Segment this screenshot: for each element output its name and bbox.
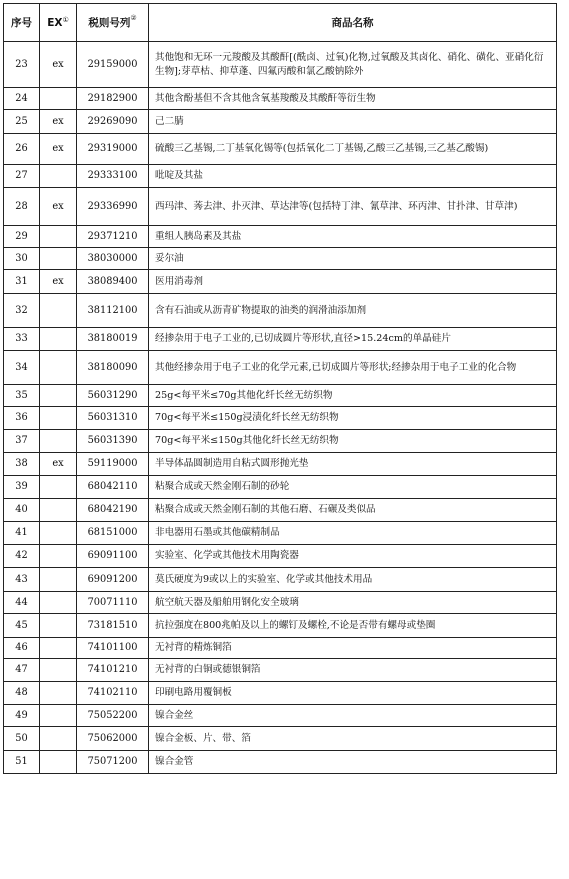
row-ex-cell [40, 638, 77, 659]
row-ex-cell [40, 751, 77, 774]
table-row [4, 134, 557, 165]
row-product-name-cell [149, 134, 557, 165]
row-ex-cell [40, 682, 77, 705]
row-number-cell-text: 33 [15, 333, 28, 344]
row-tariff-code-cell [77, 727, 149, 751]
row-number-cell-text: 45 [15, 619, 28, 631]
table-row [4, 682, 557, 705]
row-number-cell [4, 614, 40, 638]
row-product-name-cell-text: 硫酸三乙基锡,二丁基氧化锡等(包括氧化二丁基锡,乙酸三乙基锡,三乙基乙酸锡) [155, 143, 489, 154]
row-ex-cell [40, 165, 77, 188]
row-number-cell [4, 499, 40, 522]
table-row [4, 638, 557, 659]
row-tariff-code-cell [77, 328, 149, 351]
row-tariff-code-cell-text: 56031290 [87, 389, 138, 401]
row-ex-cell [40, 188, 77, 226]
row-tariff-code-cell [77, 351, 149, 385]
row-ex-cell-text: ex [52, 200, 64, 212]
row-ex-cell-text: ex [52, 115, 64, 127]
row-number-cell-text: 29 [15, 230, 28, 242]
row-tariff-code-cell-text: 56031310 [87, 412, 138, 423]
row-tariff-code-cell-text: 38030000 [87, 252, 138, 264]
row-tariff-code-cell [77, 385, 149, 407]
table-row [4, 705, 557, 727]
row-product-name-cell [149, 385, 557, 407]
row-product-name-cell-text: 抗拉强度在800兆帕及以上的螺钉及螺栓,不论是否带有螺母或垫圈 [155, 619, 436, 631]
table-row [4, 499, 557, 522]
table-row [4, 476, 557, 499]
row-tariff-code-cell [77, 270, 149, 294]
row-product-name-cell-text: 西玛津、莠去津、扑灭津、草达津等(包括特丁津、氰草津、环丙津、甘扑津、甘草津) [155, 200, 518, 212]
table-row [4, 351, 557, 385]
row-tariff-code-cell-text: 68042190 [87, 504, 138, 515]
row-number-cell-text: 26 [15, 143, 28, 154]
row-number-cell-text: 31 [15, 275, 28, 287]
row-tariff-code-cell-text: 56031390 [87, 435, 138, 446]
table-row [4, 385, 557, 407]
row-product-name-cell [149, 499, 557, 522]
row-ex-cell [40, 328, 77, 351]
row-product-name-cell-text: 无衬背的白铜或德银铜箔 [155, 664, 261, 675]
table-row [4, 294, 557, 328]
row-ex-cell [40, 476, 77, 499]
row-number-cell-text: 44 [15, 596, 28, 608]
row-tariff-code-cell-text: 75052200 [87, 709, 138, 721]
row-tariff-code-cell [77, 453, 149, 476]
row-tariff-code-cell-text: 70071110 [87, 596, 138, 608]
row-tariff-code-cell-text: 38180019 [87, 333, 138, 344]
row-tariff-code-cell-text: 38112100 [87, 304, 138, 316]
row-ex-cell [40, 614, 77, 638]
row-product-name-cell-text: 镍合金板、片、带、箔 [155, 732, 251, 744]
row-product-name-cell [149, 453, 557, 476]
row-tariff-code-cell [77, 407, 149, 430]
table-row [4, 430, 557, 453]
header-code: 税则号列② [77, 4, 149, 42]
row-tariff-code-cell [77, 682, 149, 705]
row-tariff-code-cell-text: 29333100 [87, 170, 138, 181]
row-product-name-cell [149, 545, 557, 568]
row-tariff-code-cell-text: 29336990 [87, 200, 138, 212]
row-number-cell-text: 37 [15, 435, 28, 446]
row-number-cell [4, 659, 40, 682]
row-product-name-cell [149, 522, 557, 545]
row-ex-cell [40, 134, 77, 165]
row-tariff-code-cell [77, 614, 149, 638]
row-product-name-cell [149, 270, 557, 294]
table-row [4, 248, 557, 270]
row-tariff-code-cell [77, 499, 149, 522]
row-number-cell-text: 40 [15, 504, 28, 515]
row-product-name-cell [149, 407, 557, 430]
row-tariff-code-cell-text: 29319000 [87, 143, 138, 154]
row-number-cell [4, 165, 40, 188]
row-ex-cell-text: ex [52, 458, 64, 469]
row-number-cell-text: 24 [15, 92, 28, 104]
header-no: 序号 [4, 4, 40, 42]
table-row [4, 659, 557, 682]
row-number-cell [4, 134, 40, 165]
row-number-cell-text: 23 [15, 58, 28, 70]
row-ex-cell [40, 727, 77, 751]
table-row [4, 270, 557, 294]
row-ex-cell [40, 110, 77, 134]
row-tariff-code-cell-text: 68151000 [87, 527, 138, 538]
code-footnote-mark: ② [130, 14, 137, 22]
row-tariff-code-cell [77, 430, 149, 453]
row-number-cell [4, 110, 40, 134]
row-ex-cell [40, 88, 77, 110]
row-tariff-code-cell [77, 545, 149, 568]
row-product-name-cell-text: 重组人胰岛素及其盐 [155, 230, 242, 242]
row-tariff-code-cell [77, 42, 149, 88]
row-ex-cell [40, 592, 77, 614]
row-tariff-code-cell-text: 74101210 [87, 664, 138, 675]
row-product-name-cell [149, 42, 557, 88]
table-row [4, 727, 557, 751]
table-row [4, 165, 557, 188]
row-ex-cell [40, 385, 77, 407]
row-ex-cell [40, 270, 77, 294]
table-header-row [4, 4, 557, 42]
row-product-name-cell [149, 751, 557, 774]
row-ex-cell [40, 545, 77, 568]
row-product-name-cell-text: 70g<每平米≤150g其他化纤长丝无纺织物 [155, 435, 339, 446]
row-number-cell [4, 270, 40, 294]
row-product-name-cell [149, 188, 557, 226]
row-number-cell [4, 638, 40, 659]
row-product-name-cell [149, 110, 557, 134]
row-tariff-code-cell-text: 29371210 [87, 230, 138, 242]
row-product-name-cell-text: 非电器用石墨或其他碳精制品 [155, 527, 280, 538]
table-body [4, 42, 557, 774]
table-row [4, 545, 557, 568]
row-ex-cell [40, 568, 77, 592]
row-number-cell [4, 453, 40, 476]
row-number-cell-text: 39 [15, 481, 28, 492]
row-ex-cell-text: ex [52, 275, 64, 287]
row-product-name-cell [149, 165, 557, 188]
row-number-cell-text: 42 [15, 550, 28, 561]
row-product-name-cell [149, 294, 557, 328]
row-tariff-code-cell-text: 69091200 [87, 573, 138, 585]
row-tariff-code-cell [77, 226, 149, 248]
row-product-name-cell-text: 印刷电路用覆铜板 [155, 687, 232, 698]
row-ex-cell [40, 407, 77, 430]
row-product-name-cell [149, 88, 557, 110]
row-tariff-code-cell [77, 659, 149, 682]
row-tariff-code-cell [77, 638, 149, 659]
row-product-name-cell [149, 226, 557, 248]
table-row [4, 226, 557, 248]
row-tariff-code-cell-text: 29159000 [87, 58, 138, 70]
row-number-cell-text: 38 [15, 458, 28, 469]
row-ex-cell [40, 226, 77, 248]
row-number-cell-text: 41 [15, 527, 28, 538]
row-tariff-code-cell [77, 522, 149, 545]
row-product-name-cell-text: 航空航天器及船舶用钢化安全玻璃 [155, 596, 299, 608]
row-tariff-code-cell [77, 134, 149, 165]
row-tariff-code-cell [77, 751, 149, 774]
row-product-name-cell [149, 248, 557, 270]
row-number-cell-text: 46 [15, 642, 28, 653]
row-number-cell [4, 751, 40, 774]
row-tariff-code-cell-text: 29269090 [87, 115, 138, 127]
row-tariff-code-cell-text: 69091100 [87, 550, 138, 561]
row-product-name-cell [149, 592, 557, 614]
row-tariff-code-cell-text: 59119000 [87, 458, 138, 469]
row-tariff-code-cell [77, 705, 149, 727]
row-product-name-cell-text: 妥尔油 [155, 252, 184, 264]
table-row [4, 328, 557, 351]
tariff-table [3, 3, 557, 774]
row-tariff-code-cell-text: 75062000 [87, 732, 138, 744]
row-number-cell-text: 50 [15, 732, 28, 744]
row-tariff-code-cell [77, 165, 149, 188]
row-tariff-code-cell [77, 88, 149, 110]
row-number-cell [4, 430, 40, 453]
row-number-cell-text: 48 [15, 687, 28, 698]
row-product-name-cell [149, 682, 557, 705]
row-number-cell-text: 47 [15, 664, 28, 675]
row-tariff-code-cell-text: 38089400 [87, 275, 138, 287]
row-product-name-cell-text: 无衬背的精炼铜箔 [155, 642, 232, 653]
table-row [4, 751, 557, 774]
table-row [4, 522, 557, 545]
header-name: 商品名称 [149, 4, 557, 42]
row-number-cell [4, 476, 40, 499]
row-product-name-cell-text: 己二腈 [155, 115, 184, 127]
row-product-name-cell-text: 吡啶及其盐 [155, 170, 203, 181]
row-product-name-cell [149, 659, 557, 682]
row-ex-cell [40, 453, 77, 476]
row-product-name-cell [149, 727, 557, 751]
table-row [4, 42, 557, 88]
row-product-name-cell-text: 70g<每平米≤150g浸渍化纤长丝无纺织物 [155, 412, 339, 423]
row-product-name-cell-text: 镍合金丝 [155, 709, 194, 721]
row-ex-cell [40, 659, 77, 682]
table-row [4, 453, 557, 476]
row-tariff-code-cell-text: 74101100 [87, 642, 138, 653]
row-number-cell [4, 188, 40, 226]
row-product-name-cell-text: 其他含酚基但不含其他含氧基羧酸及其酸酐等衍生物 [155, 92, 376, 104]
row-number-cell-text: 34 [15, 361, 28, 373]
row-number-cell [4, 545, 40, 568]
table-row [4, 88, 557, 110]
table-row [4, 592, 557, 614]
row-ex-cell [40, 351, 77, 385]
row-number-cell-text: 51 [15, 756, 28, 767]
row-product-name-cell-text: 医用消毒剂 [155, 275, 203, 287]
row-tariff-code-cell-text: 74102110 [87, 687, 138, 698]
tariff-table-container [3, 3, 557, 774]
row-product-name-cell-text: 粘聚合成或天然金刚石制的砂轮 [155, 481, 290, 492]
row-product-name-cell-text: 其他饱和无环一元羧酸及其酸酐[(酰卤、过氧)化物,过氧酸及其卤化、硝化、磺化、亚硝化衍生物];芽草枯、抑草蓬、四氟丙酸和氯乙酸钠除外 [155, 51, 544, 77]
row-number-cell [4, 705, 40, 727]
row-tariff-code-cell [77, 248, 149, 270]
row-number-cell-text: 30 [15, 252, 28, 264]
row-number-cell-text: 32 [15, 304, 28, 316]
row-ex-cell [40, 522, 77, 545]
row-ex-cell [40, 499, 77, 522]
row-product-name-cell-text: 含有石油或从沥青矿物提取的油类的润滑油添加剂 [155, 304, 367, 316]
row-tariff-code-cell-text: 38180090 [87, 361, 138, 373]
table-row [4, 568, 557, 592]
row-product-name-cell-text: 粘聚合成或天然金刚石制的其他石磨、石碾及类似品 [155, 504, 376, 515]
row-product-name-cell-text: 25g<每平米≤70g其他化纤长丝无纺织物 [155, 389, 333, 401]
row-tariff-code-cell-text: 29182900 [87, 92, 138, 104]
row-number-cell [4, 522, 40, 545]
row-product-name-cell [149, 614, 557, 638]
row-product-name-cell-text: 其他经掺杂用于电子工业的化学元素,已切成圆片等形状;经掺杂用于电子工业的化合物 [155, 361, 517, 373]
table-row [4, 614, 557, 638]
row-tariff-code-cell [77, 110, 149, 134]
row-ex-cell [40, 430, 77, 453]
row-number-cell [4, 592, 40, 614]
row-number-cell [4, 248, 40, 270]
row-tariff-code-cell [77, 476, 149, 499]
row-number-cell [4, 226, 40, 248]
row-product-name-cell-text: 经掺杂用于电子工业的,已切成圆片等形状,直径>15.24cm的单晶硅片 [155, 333, 451, 344]
row-ex-cell [40, 705, 77, 727]
row-number-cell [4, 88, 40, 110]
row-product-name-cell-text: 莫氏硬度为9或以上的实验室、化学或其他技术用品 [155, 573, 373, 585]
row-number-cell-text: 49 [15, 709, 28, 721]
row-number-cell [4, 328, 40, 351]
row-tariff-code-cell [77, 294, 149, 328]
row-number-cell-text: 28 [15, 200, 28, 212]
row-number-cell [4, 385, 40, 407]
row-number-cell-text: 27 [15, 170, 28, 181]
table-row [4, 110, 557, 134]
row-number-cell [4, 407, 40, 430]
row-number-cell-text: 35 [15, 389, 28, 401]
row-product-name-cell [149, 476, 557, 499]
row-ex-cell-text: ex [52, 143, 64, 154]
row-product-name-cell [149, 638, 557, 659]
row-tariff-code-cell-text: 68042110 [87, 481, 138, 492]
row-tariff-code-cell [77, 592, 149, 614]
row-ex-cell [40, 294, 77, 328]
row-number-cell-text: 43 [15, 573, 28, 585]
ex-footnote-mark: ① [62, 15, 69, 24]
row-tariff-code-cell [77, 188, 149, 226]
row-number-cell [4, 294, 40, 328]
row-tariff-code-cell-text: 73181510 [87, 619, 138, 631]
header-ex: EX① [40, 4, 77, 42]
row-number-cell [4, 351, 40, 385]
row-ex-cell-text: ex [52, 58, 64, 70]
row-ex-cell [40, 248, 77, 270]
row-product-name-cell-text: 半导体晶圆制造用自粘式圆形抛光垫 [155, 458, 309, 469]
row-product-name-cell-text: 镍合金管 [155, 756, 194, 767]
table-row [4, 407, 557, 430]
row-number-cell [4, 42, 40, 88]
row-tariff-code-cell-text: 75071200 [87, 756, 138, 767]
row-number-cell [4, 682, 40, 705]
row-product-name-cell [149, 430, 557, 453]
row-product-name-cell [149, 351, 557, 385]
row-number-cell-text: 36 [15, 412, 28, 423]
row-product-name-cell [149, 568, 557, 592]
row-product-name-cell [149, 705, 557, 727]
row-product-name-cell-text: 实验室、化学或其他技术用陶瓷器 [155, 550, 299, 561]
table-row [4, 188, 557, 226]
row-ex-cell [40, 42, 77, 88]
row-number-cell-text: 25 [15, 115, 28, 127]
row-number-cell [4, 568, 40, 592]
row-number-cell [4, 727, 40, 751]
row-tariff-code-cell [77, 568, 149, 592]
row-product-name-cell [149, 328, 557, 351]
